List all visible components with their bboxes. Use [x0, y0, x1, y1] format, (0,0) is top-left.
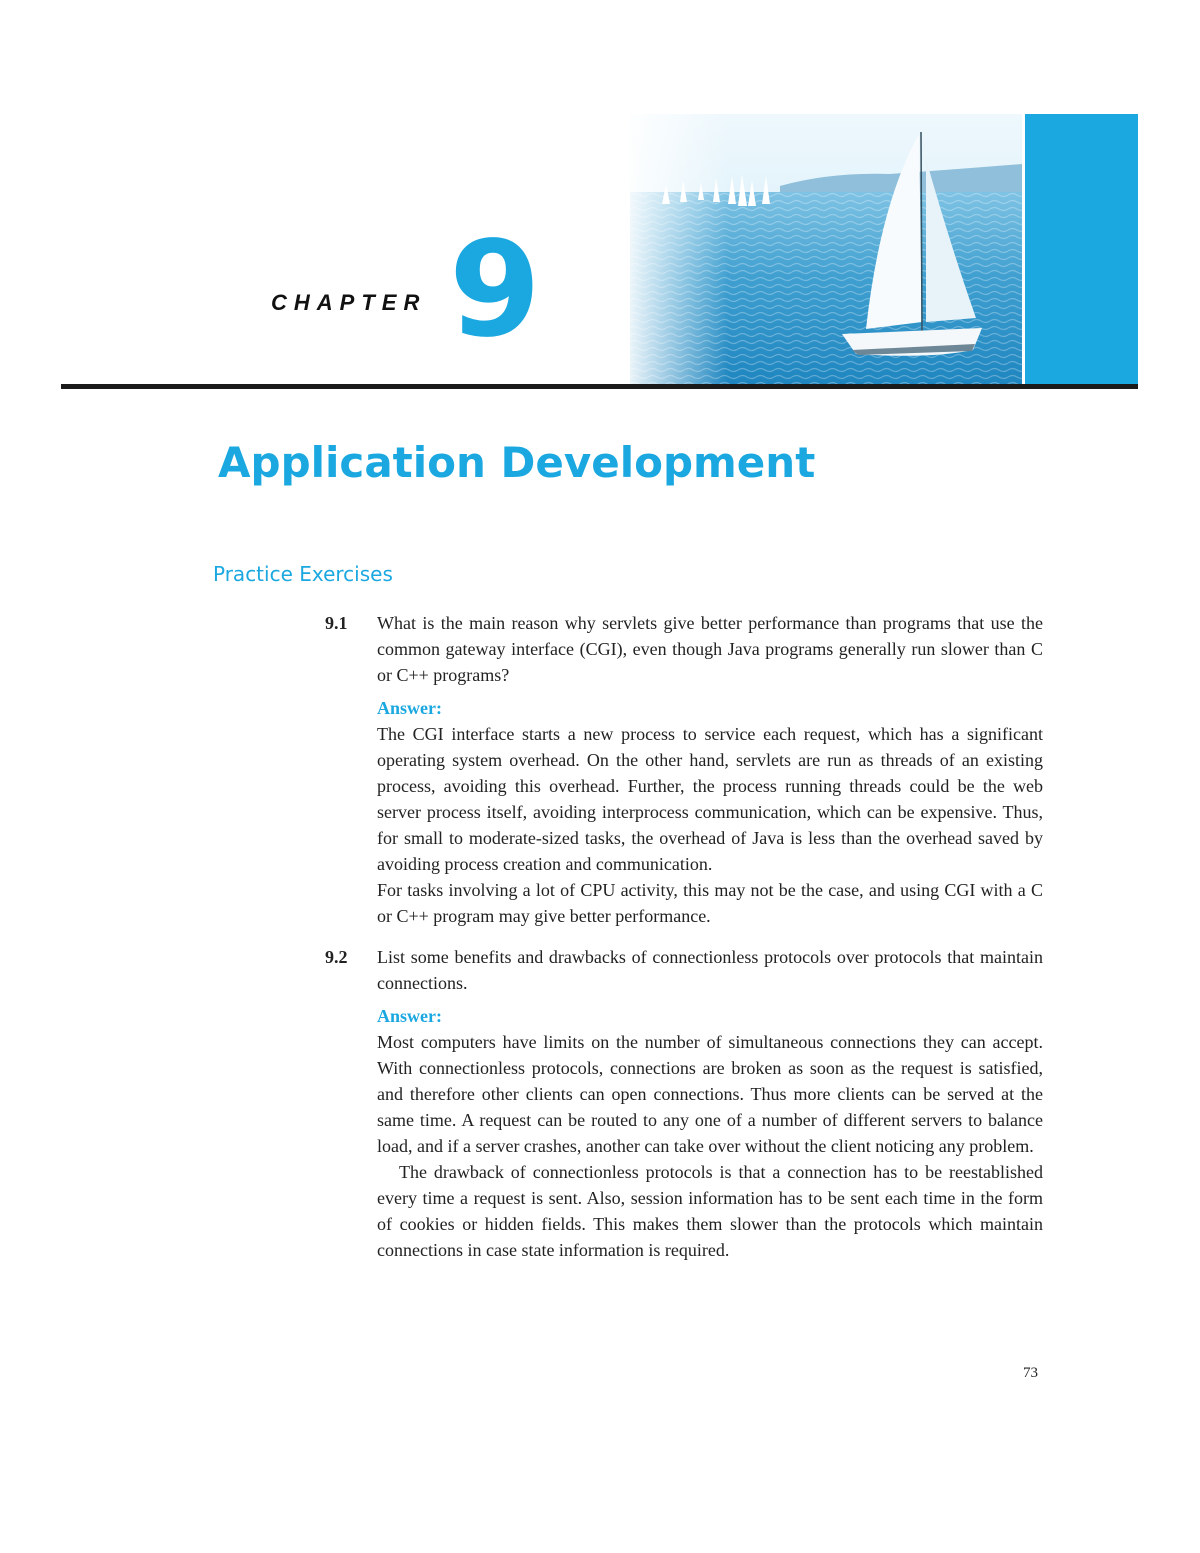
answer-paragraph: The CGI interface starts a new process to service each request, which has a significant operating system overhead. On the other hand, servlets are run as threads of an existing process, avoiding this overhead. Further, the process running threads could be the web server process itself, avoiding interprocess communication, which can be expensive. Thus, for small to moderate-sized tasks, the overhead of Java is less than the overhead saved by avoiding process creation and communication.: [377, 724, 1043, 874]
exercise-content: [377, 944, 1043, 1263]
exercise-content: [377, 610, 1043, 929]
section-heading: Practice Exercises: [213, 562, 393, 586]
answer-paragraph: For tasks involving a lot of CPU activity, this may not be the case, and using CGI with a C or C++ program may give better performance.: [377, 880, 1043, 926]
header-accent-block: [1025, 114, 1138, 384]
page-number: 73: [1023, 1365, 1038, 1381]
chapter-title: Application Development: [218, 438, 816, 487]
sailboat-photo: [630, 114, 1022, 384]
chapter-number: 9: [449, 213, 541, 367]
chapter-label: CHAPTER: [271, 290, 427, 315]
exercise-item: [323, 610, 1043, 929]
exercise-question: List some benefits and drawbacks of connectionless protocols over protocols that maintain connections.: [377, 947, 1043, 993]
answer-paragraph: The drawback of connectionless protocols is that a connection has to be reestablished every time a request is sent. Also, session information has to be sent each time in the form of cookies or hidden fields. This makes them slower than the protocols which maintain connections in case state information is required.: [377, 1162, 1043, 1260]
exercise-list: [323, 610, 1043, 1278]
exercise-question: What is the main reason why servlets give better performance than programs that use the common gateway interface (CGI), even though Java programs generally run slower than C or C++ programs?: [377, 613, 1043, 685]
exercise-item: [323, 944, 1043, 1263]
answer-paragraph: Most computers have limits on the number of simultaneous connections they can accept. With connectionless protocols, connections are broken as soon as the request is satisfied, and therefore other clients can open connections. Thus more clients can be served at the same time. A request can be routed to any one of a number of different servers to balance load, and if a server crashes, another can take over without the client noticing any problem.: [377, 1032, 1043, 1156]
exercise-number: 9.2: [325, 947, 348, 967]
exercise-number: 9.1: [325, 613, 348, 633]
header-rule: [61, 384, 1138, 389]
answer-label: Answer:: [377, 698, 442, 718]
answer-label: Answer:: [377, 1006, 442, 1026]
